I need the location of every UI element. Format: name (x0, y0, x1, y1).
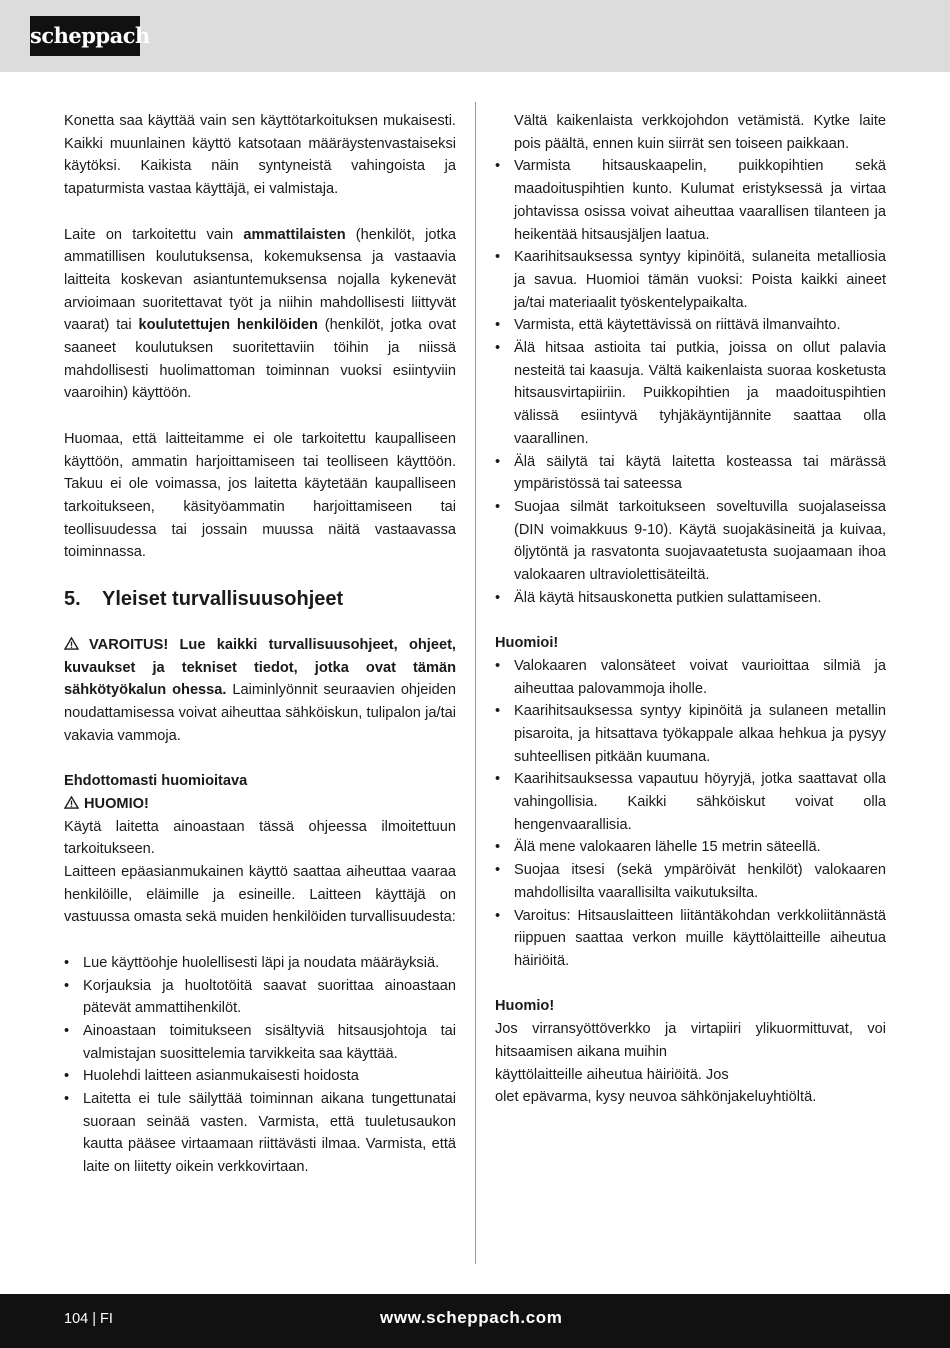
notice-paragraph-1: Käytä laitetta ainoastaan tässä ohjeessa ilmoitettuun tarkoitukseen. (64, 818, 456, 858)
list-item: • Suojaa silmät tarkoitukseen soveltuvilla suojalaseissa (DIN voimakkuus 9-10). Käytä suojakäsineitä ja kuivaa, öljytöntä ja rasvatonta suojavaatetusta suojaamaan ihoa valokaaren ultraviolettisäteiltä. (495, 496, 886, 587)
list-item: • Valokaaren valonsäteet voivat vaurioittaa silmiä ja aiheuttaa palovammoja iholle. (495, 655, 886, 700)
overload-line-2: käyttölaitteille aiheutua häiriöitä. Jos (495, 1066, 729, 1083)
arc-hazard-list (495, 655, 886, 973)
overload-line-1: Jos virransyöttöverkko ja virtapiiri ylikuormittuvat, voi hitsaamisen aikana muihin (495, 1021, 886, 1060)
list-item: • Suojaa itsesi (sekä ympäröivät henkilöt) valokaaren mahdollisilta vaarallisilta vaikutuksilta. (495, 859, 886, 904)
left-column (64, 110, 456, 1179)
list-item: • Korjauksia ja huoltotöitä saavat suorittaa ainoastaan pätevät ammattihenkilöt. (64, 975, 456, 1020)
list-item: • Lue käyttöohje huolellisesti läpi ja noudata määräyksiä. (64, 952, 456, 975)
list-item: • Kaarihitsauksessa syntyy kipinöitä ja sulaneen metallin pisaroita, ja hitsattava työkappale alkaa hehkua ja pysyy suhteellisen pitkään kuumana. (495, 700, 886, 768)
list-item: • Varmista, että käytettävissä on riittävä ilmanvaihto. (495, 314, 886, 337)
list-item: • Älä hitsaa astioita tai putkia, joissa on ollut palavia nesteitä tai kaasuja. Vältä kaikenlaista suoraa kosketusta hitsausvirtapiiriin. Puikkopihtien ja maadoituspihtien välissä esiintyvä tyhjäkäyntijännite saattaa olla vaarallinen. (495, 337, 886, 451)
list-item: • Älä mene valokaaren lähelle 15 metrin säteellä. (495, 836, 886, 859)
warning-triangle-icon (64, 637, 79, 650)
right-column (495, 110, 886, 1109)
list-item: • Varoitus: Hitsauslaitteen liitäntäkohdan verkkoliitännästä riippuen saattaa verkon muille käyttölaitteille aiheutua häiriöitä. (495, 905, 886, 973)
attention-heading: Huomio! (495, 998, 555, 1015)
notice-paragraph-2: Laitteen epäasianmukainen käyttö saattaa aiheuttaa vaaraa henkilöille, eläimille ja esineille. Laitteen käyttäjä on vastuussa omasta sekä muiden henkilöiden turvallisuudesta: (64, 864, 456, 926)
column-divider (475, 102, 476, 1264)
list-item: • Älä käytä hitsauskonetta putkien sulattamiseen. (495, 587, 886, 610)
commercial-use-paragraph: Huomaa, että laitteitamme ei ole tarkoitettu kaupalliseen käyttöön, ammatin harjoittamiseen tai teolliseen käyttöön. Takuu ei ole voimassa, jos laitetta käytetään kaupalliseen tarkoitukseen, käsityöammatin harjoittamiseen tai teollisuudessa tai jossain muussa näitä vastaavassa toiminnassa. (64, 430, 456, 561)
list-item: • Varmista hitsauskaapelin, puikkopihtien sekä maadoituspihtien kunto. Kulumat eristyksessä ja virtaa johtavissa osissa voivat aiheuttaa vaarallisen tilanteen ja heikentää hitsausjäljen laatua. (495, 155, 886, 246)
section-number: 5. (64, 588, 81, 611)
list-item: • Kaarihitsauksessa syntyy kipinöitä, sulaneita metalliosia ja savua. Huomioi tämän vuoksi: Poista kaikki aineet ja/tai materiaalit työskentelypaikalta. (495, 246, 886, 314)
website-link[interactable]: www.scheppach.com (380, 1308, 563, 1327)
warning-triangle-icon (64, 796, 79, 809)
list-item: • Kaarihitsauksessa vapautuu höyryjä, jotka saattavat olla vahingollisia. Kaikki sähköiskut voivat olla hengenvaarallisia. (495, 768, 886, 836)
overload-line-3: olet epävarma, kysy neuvoa sähkönjakeluyhtiöltä. (495, 1089, 817, 1106)
footer-band (0, 1294, 950, 1348)
section-heading (64, 586, 456, 612)
notice-label: HUOMIO! (64, 793, 456, 816)
list-item: • Ainoastaan toimitukseen sisältyviä hitsausjohtoja tai valmistajan suosittelemia tarvikkeita saa käyttää. (64, 1020, 456, 1065)
section-title: Yleiset turvallisuusohjeet (102, 588, 344, 611)
professional-use-paragraph: Laite on tarkoitettu vain ammattilaisten (henkilöt, jotka ammatillisen koulutuksensa, kokemuksensa ja vastaavia laitteita koskevan asiantuntemuksensa nojalla kykenevät arvioimaan suoritettavat työt ja niihin mahdollisesti liittyvät vaarat) tai koulutettujen henkilöiden (henkilöt, jotka ovat saaneet koulutuksen suoritettaviin töihin ja niissä mahdollisesti huolimattoman toiminnan vuoksi esiintyviin vaaroihin) käyttöön. (64, 226, 457, 402)
safety-list (64, 952, 456, 1179)
page-number: 104 | FI (64, 1311, 113, 1327)
scheppach-logo: scheppach (30, 16, 140, 56)
list-item: • Huolehdi laitteen asianmukaisesti hoidosta (64, 1065, 456, 1088)
note-heading: Huomioi! (495, 635, 559, 652)
cable-intro-paragraph: Vältä kaikenlaista verkkojohdon vetämistä. Kytke laite pois päältä, ennen kuin siirrät sen toiseen paikkaan. (514, 113, 886, 152)
list-item: • Laitetta ei tule säilyttää toiminnan aikana tungettunatai suoraan seinää vasten. Varmista, että tuuletusaukon kautta pääsee virtaamaan riittävästi ilmaa. Varmista, että laite on liitetty oikein verkkovirtaan. (64, 1088, 456, 1179)
intended-use-paragraph: Konetta saa käyttää vain sen käyttötarkoituksen mukaisesti. Kaikki muunlainen käyttö katsotaan määräystenvastaiseksi käytöksi. Kaikista näin syntyneistä vahingoista ja tapaturmista vastaa käyttäjä, ei valmistaja. (64, 113, 456, 198)
header-band (0, 0, 950, 72)
welding-safety-list (495, 155, 886, 609)
list-item: • Älä säilytä tai käytä laitetta kosteassa tai märässä ympäristössä tai sateessa (495, 451, 886, 496)
warning-paragraph: VAROITUS! Lue kaikki turvallisuusohjeet, ohjeet, kuvaukset ja tekniset tiedot, jotka ovat tämän sähkötyökalun ohessa. Laiminlyönnit seuraavien ohjeiden noudattamisessa voivat aiheuttaa sähköiskun, tulipalon ja/tai vakavia vammoja. (64, 637, 456, 744)
must-observe-heading: Ehdottomasti huomioitava (64, 773, 248, 790)
